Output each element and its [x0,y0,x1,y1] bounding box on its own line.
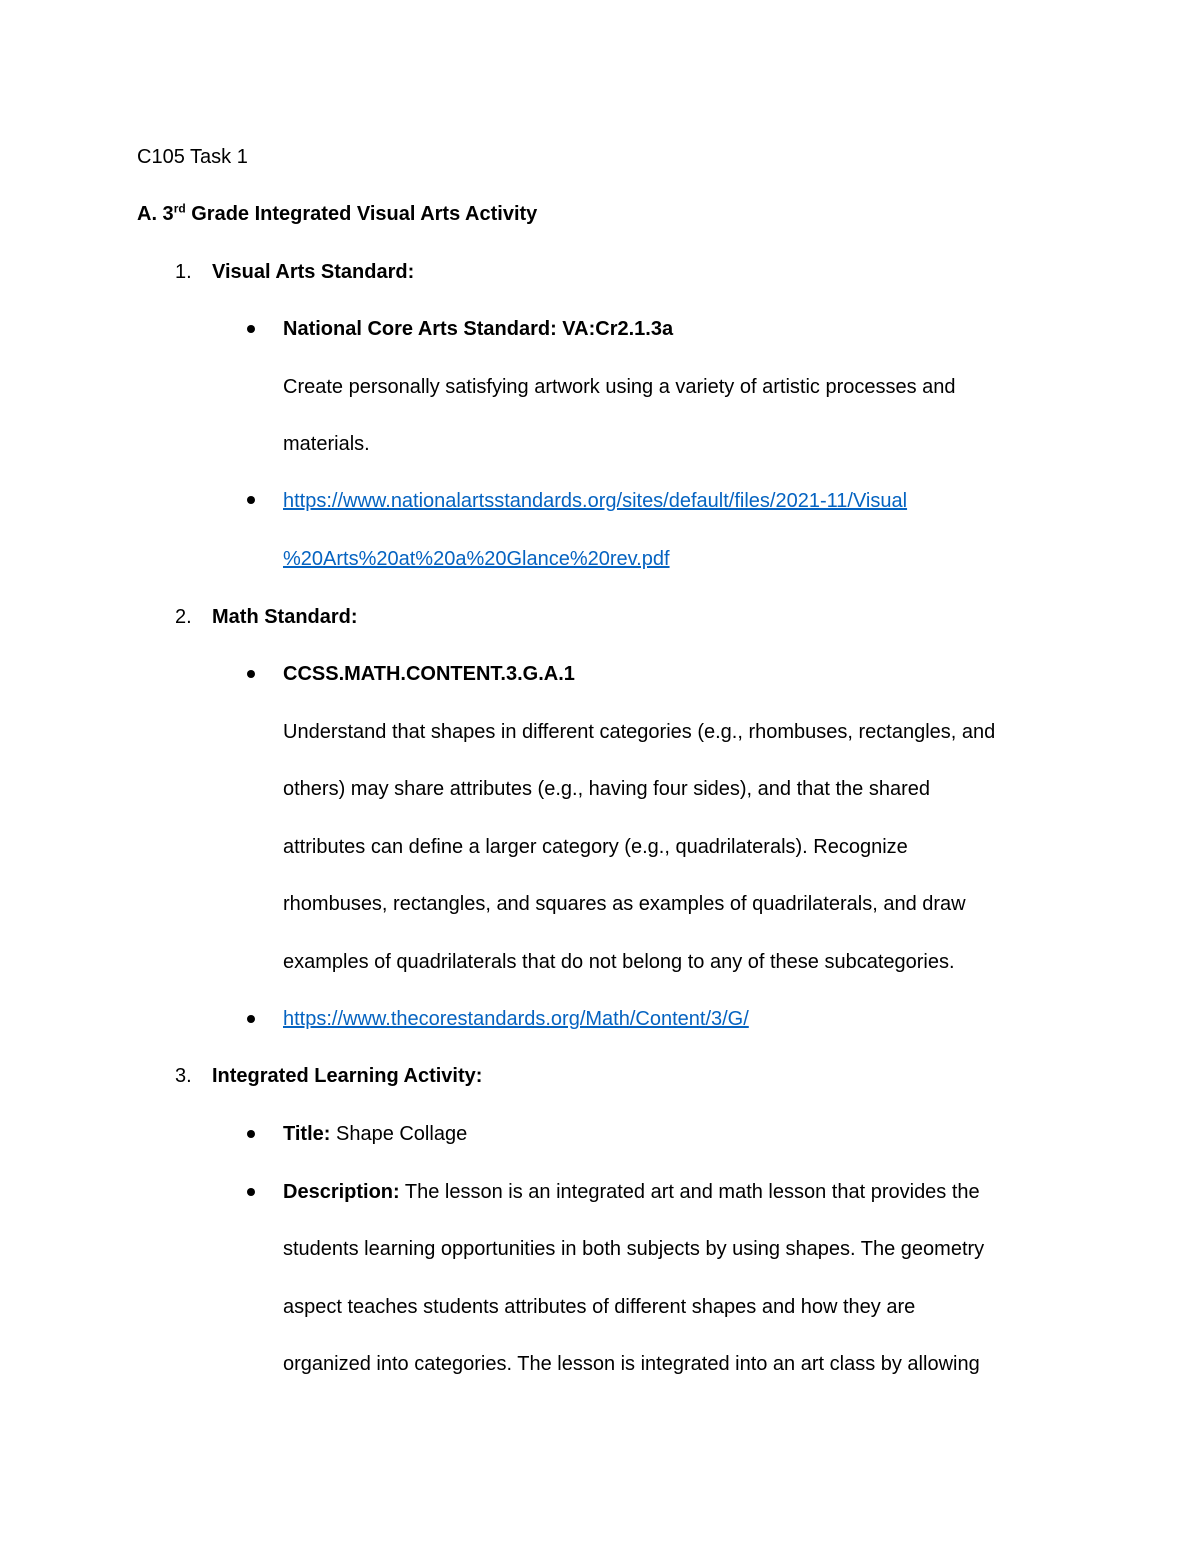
section-a-superscript: rd [173,201,186,216]
math-standard-label: CCSS.MATH.CONTENT.3.G.A.1 [283,663,575,685]
activity-title-value: Shape Collage [330,1123,468,1145]
item-2-number: 2. [175,606,192,628]
activity-description-line-2: students learning opportunities in both subjects by using shapes. The geometry [283,1238,985,1260]
bullet-icon [247,496,255,504]
visual-arts-link-line-1[interactable]: https://www.nationalartsstandards.org/sites/default/files/2021-11/Visual [283,490,908,512]
activity-title [283,1122,467,1146]
activity-description-line-3: aspect teaches students attributes of different shapes and how they are [283,1296,916,1318]
bullet-icon [247,1188,255,1196]
math-standard-text-line-3: attributes can define a larger category (e.g., quadrilaterals). Recognize [283,836,908,858]
bullet-icon [247,1015,255,1023]
section-a-heading [137,202,537,226]
item-3-heading: Integrated Learning Activity: [212,1065,483,1087]
math-standard-link[interactable]: https://www.thecorestandards.org/Math/Content/3/G/ [283,1008,749,1030]
math-standard-text-line-5: examples of quadrilaterals that do not belong to any of these subcategories. [283,951,955,973]
section-a-rest: Grade Integrated Visual Arts Activity [185,203,538,225]
bullet-icon [247,670,255,678]
activity-description-label: Description: [283,1181,400,1203]
visual-arts-standard-text-line-2: materials. [283,433,370,455]
visual-arts-link-line-2[interactable]: %20Arts%20at%20a%20Glance%20rev.pdf [283,548,670,570]
visual-arts-standard-text-line-1: Create personally satisfying artwork using a variety of artistic processes and [283,376,956,398]
math-standard-text-line-2: others) may share attributes (e.g., having four sides), and that the shared [283,778,931,800]
activity-description-text-1: The lesson is an integrated art and math lesson that provides the [399,1181,980,1203]
math-standard-text-line-4: rhombuses, rectangles, and squares as examples of quadrilaterals, and draw [283,893,966,915]
activity-description-line-1 [283,1180,980,1204]
activity-title-label: Title: [283,1123,331,1145]
item-1-heading: Visual Arts Standard: [212,261,415,283]
document-header: C105 Task 1 [137,146,248,168]
bullet-icon [247,325,255,333]
visual-arts-standard-label: National Core Arts Standard: VA:Cr2.1.3a [283,318,674,340]
bullet-icon [247,1130,255,1138]
section-a-prefix: A. 3 [137,203,174,225]
item-3-number: 3. [175,1065,192,1087]
item-1-number: 1. [175,261,192,283]
item-2-heading: Math Standard: [212,606,358,628]
activity-description-line-4: organized into categories. The lesson is integrated into an art class by allowing [283,1353,980,1375]
math-standard-text-line-1: Understand that shapes in different categories (e.g., rhombuses, rectangles, and [283,721,996,743]
